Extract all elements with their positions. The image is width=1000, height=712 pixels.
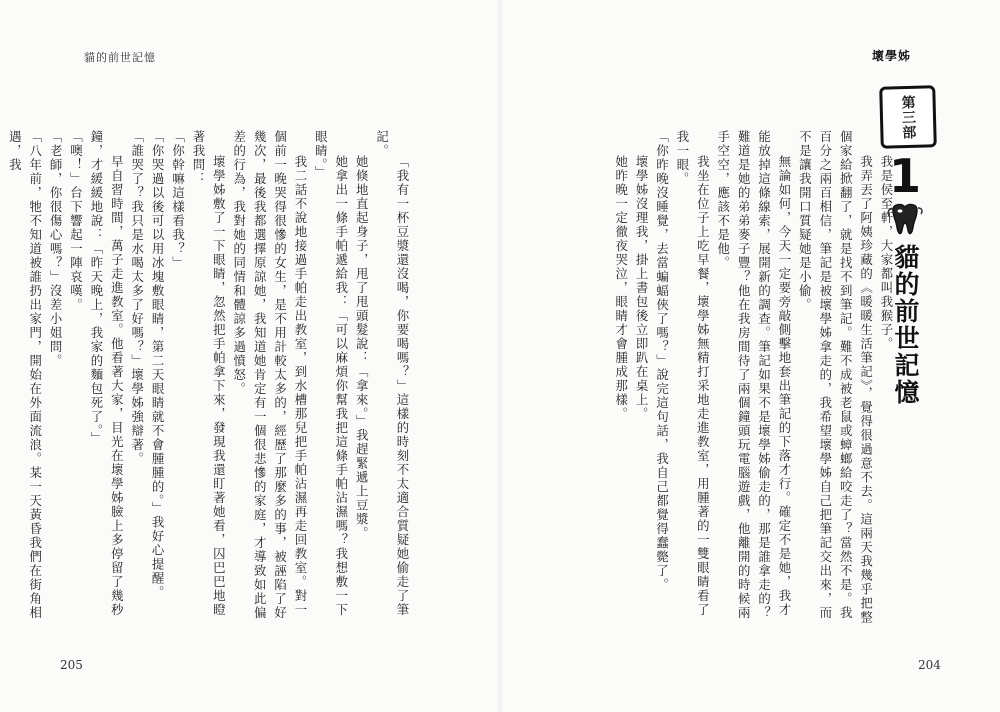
paragraph: 我是侯至軒，大家都叫我猴子。 xyxy=(879,154,894,351)
paragraph: 「八年前，牠不知道被誰扔出家門，開始在外面流浪。某一天黃昏我們在街角相遇，我 xyxy=(7,130,43,620)
paragraph: 早自習時間，萬子走進教室。他看著大家，目光在壞學姊臉上多停留了幾秒鐘，才緩緩地說：「昨天晚上，我家的麵包死了。」 xyxy=(88,130,125,617)
tooth-icon xyxy=(885,200,925,240)
running-head-right: 壞學姊 xyxy=(872,49,912,63)
part-label: 第三部 xyxy=(899,94,917,140)
paragraph: 她拿出一條手帕遞給我：「可以麻煩你幫我把這條手帕沾濕嗎？我想敷一下眼睛。」 xyxy=(313,130,349,617)
paragraph: 「噢！」台下響起一陣哀嘆。 xyxy=(68,130,84,312)
chapter-title: 貓的前世記憶 xyxy=(891,244,920,406)
right-page xyxy=(500,0,1000,712)
paragraph: 我坐在位子上吃早餐，壞學姊無精打采地走進教室，用腫著的一雙眼睛看了我一眼。 xyxy=(674,130,711,617)
running-head-left: 貓的前世記憶 xyxy=(84,51,156,64)
part-label-box xyxy=(879,85,937,148)
right-body-text xyxy=(610,130,896,630)
paragraph: 我弄丟了阿姨珍藏的《暖暖生活筆記》，覺得很過意不去。這兩天我幾乎把整個家給掀翻了，就是找不到筆記。難不成被老鼠或蟑螂給咬走了？當然不是。我百分之兩百相信，筆記是被壞學姊拿走的，我希望壞學姊自己把筆記交出來，而不是讓我開口質疑她是小偷。 xyxy=(797,130,874,625)
left-body-text xyxy=(4,130,412,630)
paragraph: 「你昨晚沒睡覺，去當蝙蝠俠了嗎？」說完這句話，我自己都覺得蠢斃了。 xyxy=(654,130,670,592)
paragraph: 我二話不說地接過手帕走出教室，到水槽那兒把手帕沾濕再走回教室。對一個前一晚哭得很慘的女生，是不用計較太多的，經歷了那麼多的事，被誣陷了好幾次，最後我都選擇原諒她，我知道她肯定有一個很悲慘的家庭，才導致如此偏差的行為，我對她的同情和體諒多過憤怒。 xyxy=(231,130,308,620)
chapter-number: 1 xyxy=(888,149,921,203)
paragraph: 「你幹嘛這樣看我？」 xyxy=(170,130,186,270)
page-number-left: 205 xyxy=(60,658,83,672)
paragraph: 「誰哭了？我只是水喝太多了好嗎？」壞學姊強辯著。 xyxy=(129,130,145,466)
paragraph: 「老師，你很傷心嗎？」沒差小姐問。 xyxy=(48,130,64,368)
page-number-right: 204 xyxy=(918,658,941,672)
paragraph: 「你哭過以後可以用冰塊敷眼睛，第二天眼睛就不會腫腫的。」我好心提醒。 xyxy=(150,130,166,600)
paragraph: 無論如何，今天一定要旁敲側擊地套出筆記的下落才行。確定不是她，我才能放掉這條線索，展開新的調查。筆記如果不是壞學姊偷走的，那是誰拿走的？難道是她的弟弟麥子豐？他在我房間待了兩個鐘頭玩電腦遊戲，他離開的時候兩手空空，應該不是他。 xyxy=(715,130,792,620)
paragraph: 她倏地直起身子，甩了甩頭髮說：「拿來。」我趕緊遞上豆漿。 xyxy=(354,154,370,541)
paragraph: 壞學姊沒理我，掛上書包後立即趴在桌上。 xyxy=(634,154,650,421)
paragraph: 「我有一杯豆漿還沒喝，你要喝嗎？」這樣的時刻不太適合質疑她偷走了筆記。 xyxy=(374,130,410,617)
paragraph: 壞學姊敷了一下眼睛，忽然把手帕拿下來，發現我還盯著她看，囚巴巴地瞪著我問： xyxy=(190,130,227,617)
paragraph: 她昨晚一定徹夜哭泣，眼睛才會腫成那樣。 xyxy=(613,154,629,421)
